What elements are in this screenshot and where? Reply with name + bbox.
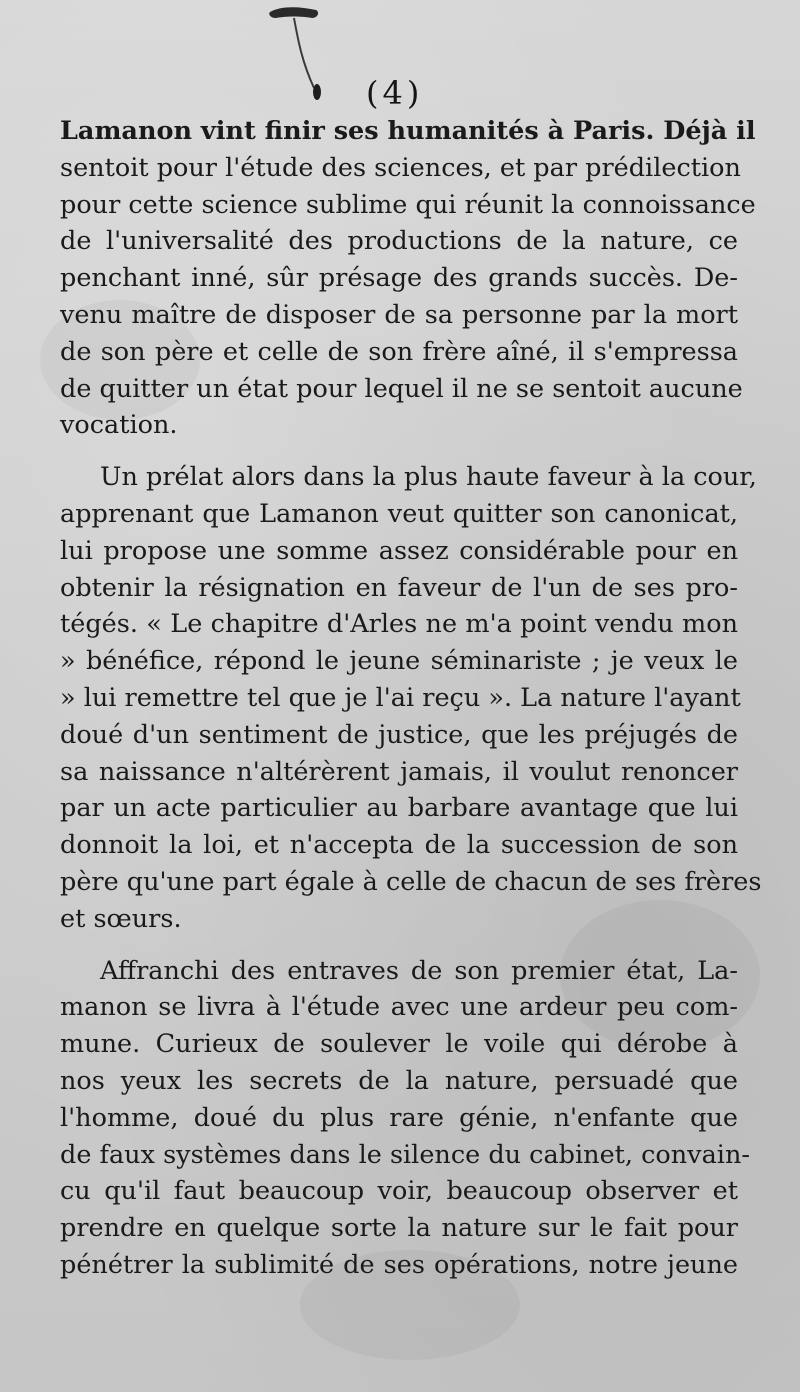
- text-line: de l'universalité des productions de la nature, ce: [60, 226, 738, 257]
- page-number: (4): [366, 74, 424, 112]
- text-line: prendre en quelque sorte la nature sur le fait pour: [60, 1213, 738, 1244]
- text-line: lui propose une somme assez considérable pour en: [60, 535, 738, 566]
- text-line: Un prélat alors dans la plus haute faveur à la cour,: [100, 462, 757, 493]
- text-line: obtenir la résignation en faveur de l'un de ses pro-: [60, 572, 738, 603]
- text-line: donnoit la loi, et n'accepta de la succession de son: [60, 830, 738, 861]
- text-line: doué d'un sentiment de justice, que les préjugés de: [60, 719, 738, 750]
- text-line: cu qu'il faut beaucoup voir, beaucoup observer et: [60, 1176, 738, 1207]
- ink-mark-graphic: [268, 4, 328, 104]
- paragraph: [60, 953, 750, 1284]
- text-line: » bénéfice, répond le jeune séminariste ; je veux le: [60, 646, 738, 677]
- text-line: sa naissance n'altérèrent jamais, il voulut renoncer: [60, 756, 738, 787]
- text-line: » lui remettre tel que je l'ai reçu ». La nature l'ayant: [60, 682, 741, 713]
- text-line: sentoit pour l'étude des sciences, et par prédilection: [60, 152, 741, 183]
- text-line: par un acte particulier au barbare avantage que lui: [60, 793, 738, 824]
- text-line: l'homme, doué du plus rare génie, n'enfante que: [60, 1102, 738, 1133]
- text-line: nos yeux les secrets de la nature, persuadé que: [60, 1065, 738, 1096]
- text-line: et sœurs.: [60, 903, 182, 934]
- text-line: de son père et celle de son frère aîné, il s'empressa: [60, 336, 738, 367]
- text-line: penchant inné, sûr présage des grands succès. De-: [60, 263, 738, 294]
- text-line: venu maître de disposer de sa personne par la mort: [60, 299, 738, 330]
- text-line: vocation.: [60, 410, 178, 441]
- text-line: pénétrer la sublimité de ses opérations, notre jeune: [60, 1249, 738, 1280]
- text-line: apprenant que Lamanon veut quitter son canonicat,: [60, 498, 738, 529]
- text-line: Lamanon vint finir ses humanités à Paris. Déjà il: [60, 116, 756, 146]
- text-line: mune. Curieux de soulever le voile qui dérobe à: [60, 1029, 738, 1060]
- paragraph: [60, 459, 762, 937]
- text-line: de quitter un état pour lequel il ne se sentoit aucune: [60, 373, 743, 404]
- text-line: pour cette science sublime qui réunit la connoissance: [60, 189, 756, 220]
- text-line: père qu'une part égale à celle de chacun de ses frères: [60, 866, 762, 897]
- text-line: tégés. « Le chapitre d'Arles ne m'a point vendu mon: [60, 609, 738, 640]
- paragraph: [60, 113, 756, 444]
- body-text: [60, 113, 762, 1299]
- text-line: Affranchi des entraves de son premier état, La-: [100, 955, 738, 986]
- text-line: de faux systèmes dans le silence du cabinet, convain-: [60, 1139, 750, 1170]
- text-line: manon se livra à l'étude avec une ardeur peu com-: [60, 992, 738, 1023]
